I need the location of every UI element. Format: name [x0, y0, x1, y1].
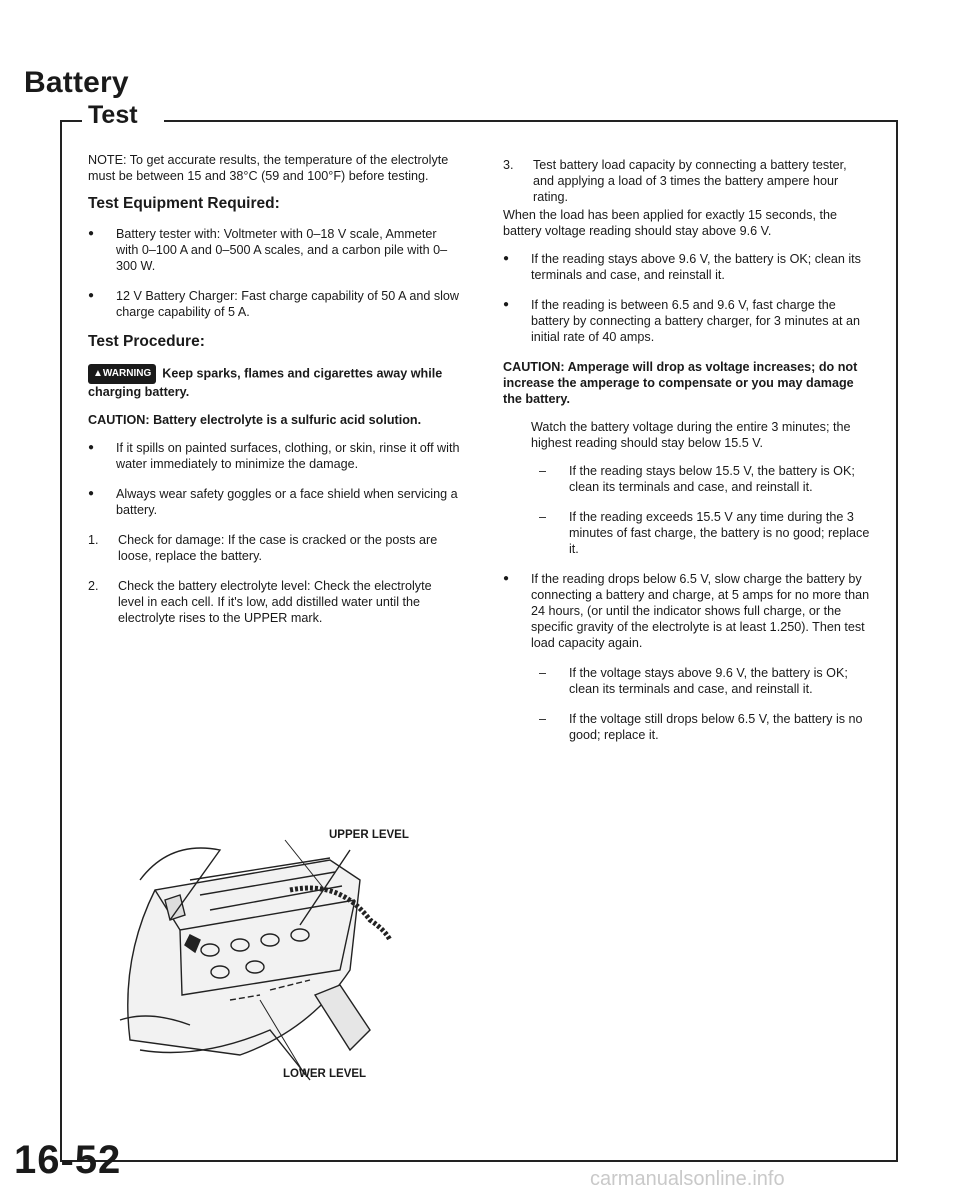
- dash-mark: –: [539, 712, 547, 726]
- step-3-detail: When the load has been applied for exactly 15 seconds, the battery voltage reading should stay above 9.6 V.: [503, 208, 837, 238]
- dash-mark: –: [539, 666, 547, 680]
- watermark: carmanualsonline.info: [590, 1168, 785, 1190]
- step-text: Test battery load capacity by connecting a battery tester, and applying a load of 3 times the battery ampere hour rating.: [533, 158, 847, 204]
- caution-bullet: ● Always wear safety goggles or a face shield when servicing a battery.: [88, 486, 460, 518]
- battery-illustration: [110, 820, 460, 1095]
- page-title: Battery: [24, 66, 129, 99]
- upper-level-label: UPPER LEVEL: [329, 829, 409, 841]
- caution-label: CAUTION:: [88, 413, 150, 427]
- lower-level-label: LOWER LEVEL: [283, 1068, 367, 1080]
- frame-top-rule-right: [164, 120, 896, 122]
- warning-text: Keep sparks, flames and cigarettes away while charging battery.: [88, 366, 443, 399]
- result-bullet: ● If the reading stays above 9.6 V, the battery is OK; clean its terminals and case, and reinstall it.: [503, 251, 870, 283]
- equipment-item: ● Battery tester with: Voltmeter with 0–18 V scale, Ammeter with 0–100 A and 0–500 A scales, and a carbon pile with 0–300 W.: [88, 226, 460, 274]
- watch-paragraph: Watch the battery voltage during the entire 3 minutes; the highest reading should stay below 15.5 V.: [531, 420, 851, 450]
- right-column: [503, 157, 870, 757]
- step-2: [88, 578, 460, 626]
- caution-text: Battery electrolyte is a sulfuric acid solution.: [153, 413, 422, 427]
- dash-text: If the reading stays below 15.5 V, the battery is OK; clean its terminals and case, and reinstall it.: [569, 464, 855, 494]
- step-number: 3.: [503, 158, 514, 172]
- step-number: 1.: [88, 533, 99, 547]
- dash-item: [539, 665, 870, 697]
- result-bullet: ● If the reading drops below 6.5 V, slow charge the battery by connecting a battery and charge, at 5 amps for no more than 24 hours, (or until the indicator shows full charge, or the specific gravity of the electrolyte is at least 1.250). Then test load capacity again.: [503, 571, 870, 651]
- step-3: [503, 157, 870, 205]
- warning-badge: [88, 364, 156, 384]
- warning-paragraph: [88, 364, 460, 400]
- equipment-heading: Test Equipment Required:: [88, 195, 280, 212]
- caution-paragraph: CAUTION: Amperage will drop as voltage increases; do not increase the amperage to compensate or you may damage the battery.: [503, 360, 858, 406]
- dash-item: [539, 463, 870, 495]
- caution-paragraph: [88, 412, 460, 428]
- dash-text: If the reading exceeds 15.5 V any time during the 3 minutes of fast charge, the battery is no good; replace it.: [569, 510, 870, 556]
- dash-text: If the voltage still drops below 6.5 V, the battery is no good; replace it.: [569, 712, 863, 742]
- dash-item: [539, 509, 870, 557]
- result-bullet: ● If the reading is between 6.5 and 9.6 V, fast charge the battery by connecting a battery charger, for 3 minutes at an initial rate of 40 amps.: [503, 297, 870, 345]
- warning-icon: ▲: [93, 368, 103, 379]
- caution-bullet: ● If it spills on painted surfaces, clothing, or skin, rinse it off with water immediately to minimize the damage.: [88, 440, 460, 472]
- note: NOTE: To get accurate results, the temperature of the electrolyte must be between 15 and 38°C (59 and 100°F) before testing.: [88, 153, 449, 183]
- step-1: [88, 532, 460, 564]
- frame-top-rule-left: [60, 120, 82, 122]
- dash-text: If the voltage stays above 9.6 V, the battery is OK; clean its terminals and case, and reinstall it.: [569, 666, 848, 696]
- step-number: 2.: [88, 579, 99, 593]
- warning-tag: WARNING: [102, 368, 152, 379]
- step-text: Check the battery electrolyte level: Check the electrolyte level in each cell. If it's low, add distilled water until the electrolyte rises to the UPPER mark.: [118, 579, 432, 625]
- dash-mark: –: [539, 510, 547, 524]
- left-column: [88, 152, 460, 640]
- procedure-heading: Test Procedure:: [88, 333, 205, 350]
- equipment-item: ● 12 V Battery Charger: Fast charge capability of 50 A and slow charge capability of 5 A.: [88, 288, 460, 320]
- dash-item: [539, 711, 870, 743]
- page-number: 16-52: [14, 1138, 122, 1182]
- section-heading: Test: [88, 101, 138, 129]
- dash-mark: –: [539, 464, 547, 478]
- step-text: Check for damage: If the case is cracked or the posts are loose, replace the battery.: [118, 533, 438, 563]
